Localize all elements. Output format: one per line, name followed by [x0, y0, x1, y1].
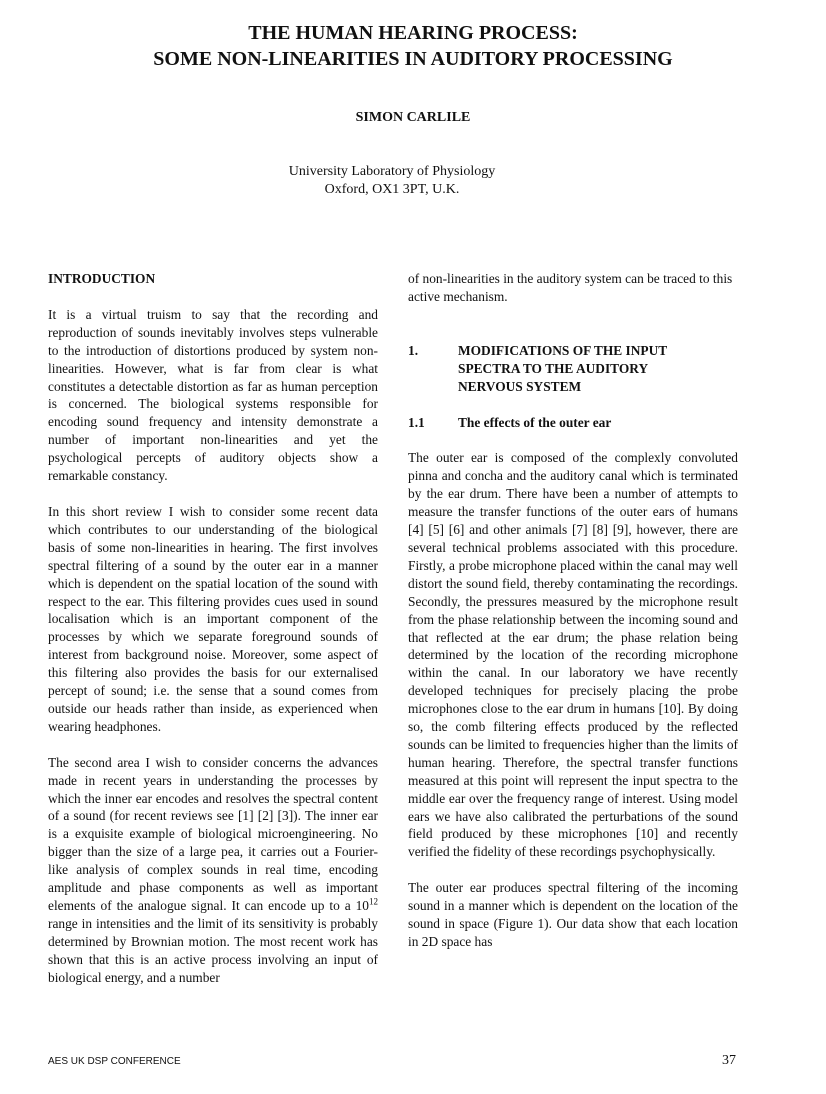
- section-1-number: 1.: [408, 342, 419, 358]
- conference-footer: AES UK DSP CONFERENCE: [48, 1056, 181, 1067]
- affiliation: [0, 163, 784, 199]
- exponent-superscript: 12: [369, 896, 378, 907]
- title-line-1: THE HUMAN HEARING PROCESS:: [248, 22, 578, 44]
- section-1-1-heading: [408, 414, 738, 432]
- paper-title: [0, 20, 826, 72]
- introduction-heading: INTRODUCTION: [48, 271, 156, 286]
- section-1-title-line-1: MODIFICATIONS OF THE INPUT: [458, 342, 668, 358]
- affiliation-line-2: Oxford, OX1 3PT, U.K.: [324, 182, 460, 197]
- section-1-1-number: 1.1: [408, 414, 425, 430]
- page-number: 37: [722, 1053, 736, 1068]
- author-name: SIMON CARLILE: [355, 110, 471, 125]
- outer-ear-paragraph-1: The outer ear is composed of the complexly convoluted pinna and concha and the auditory canal which is terminated by the ear drum. There have been a number of attempts to measure the transfer functions of the outer ears of humans [4] [5] [6] and other animals [7] [8] [9], however, there are several technical problems associated with this procedure. Firstly, a probe microphone placed within the canal may well distort the sound field, thereby contaminating the recordings. Secondly, the pressures measured by the microphone result from the phase relationship between the incoming sound and that reflected at the ear drum; the phase relation being determined by the location of the recording microphone within the canal. In our laboratory we have recently developed techniques for precisely placing the probe microphones close to the ear drum in humans [10]. By doing so, the comb filtering effects produced by the reflected sounds can be limited to frequencies higher than the limits of human hearing. Therefore, the spectral transfer functions measured at this point will represent the input spectra to the middle ear over the frequency range of interest. Using model ears we have also calibrated the perturbations of the sound field produced by these microphones [10] and recently verified the fidelity of these recordings psychophysically.: [408, 450, 738, 860]
- affiliation-line-1: University Laboratory of Physiology: [288, 164, 496, 179]
- intro-paragraph-3: [48, 754, 378, 987]
- left-column: [48, 270, 378, 1005]
- intro-paragraph-2: In this short review I wish to consider some recent data which contributes to our understanding of the biological basis of some non-linearities in hearing. The first involves spectral filtering of a sound by the outer ear in a manner which is dependent on the spatial location of the sound with respect to the ear. This filtering provides cues used in sound localisation which is an important component of the processes by which we separate foreground sounds of interest from background noise. Moreover, some aspect of this filtering also provides the basis for our externalised percept of sound; i.e. the sense that a sound comes from outside our heads rather than inside, as experienced when wearing headphones.: [48, 503, 378, 734]
- outer-ear-paragraph-2: The outer ear produces spectral filtering of the incoming sound in a manner which is dependent on the location of the sound in space (Figure 1). Our data show that each location in 2D space has: [408, 880, 738, 949]
- section-1-1-title: The effects of the outer ear: [458, 414, 612, 430]
- section-1-heading: [408, 342, 738, 396]
- intro-paragraph-3-start: The second area I wish to consider concerns the advances made in recent years in understanding the processes by which the inner ear encodes and resolves the spectral content of a sound (for recent reviews see [1] [2] [3]). The inner ear is a exquisite example of biological microengineering. No bigger than the size of a large pea, it carries out a Fourier-like analysis of complex sounds in real time, encoding amplitude and phase components as well as important elements of the analogue signal. It can encode up to a 10: [48, 754, 378, 913]
- intro-paragraph-3-end: range in intensities and the limit of its sensitivity is probably determined by Brownian motion. The most recent work has shown that this is an active process involving an input of biological energy, and a number: [48, 915, 378, 985]
- section-1-title: [458, 342, 738, 396]
- section-1-title-line-2: SPECTRA TO THE AUDITORY: [458, 360, 649, 376]
- right-column: [408, 270, 738, 969]
- intro-paragraph-1: It is a virtual truism to say that the recording and reproduction of sounds inevitably involves steps vulnerable to the introduction of distortions produced by system non-linearities. However, what is far from clear is what constitutes a detectable distortion as far as human perception is concerned. The biological systems responsible for encoding sound frequency and intensity demonstrate a number of important non-linearities and yet the psychological percepts of auditory objects show a remarkable constancy.: [48, 306, 378, 484]
- title-line-2: SOME NON-LINEARITIES IN AUDITORY PROCESSING: [153, 48, 673, 70]
- section-1-title-line-3: NERVOUS SYSTEM: [458, 378, 582, 394]
- continued-paragraph: of non-linearities in the auditory system can be traced to this active mechanism.: [408, 271, 733, 304]
